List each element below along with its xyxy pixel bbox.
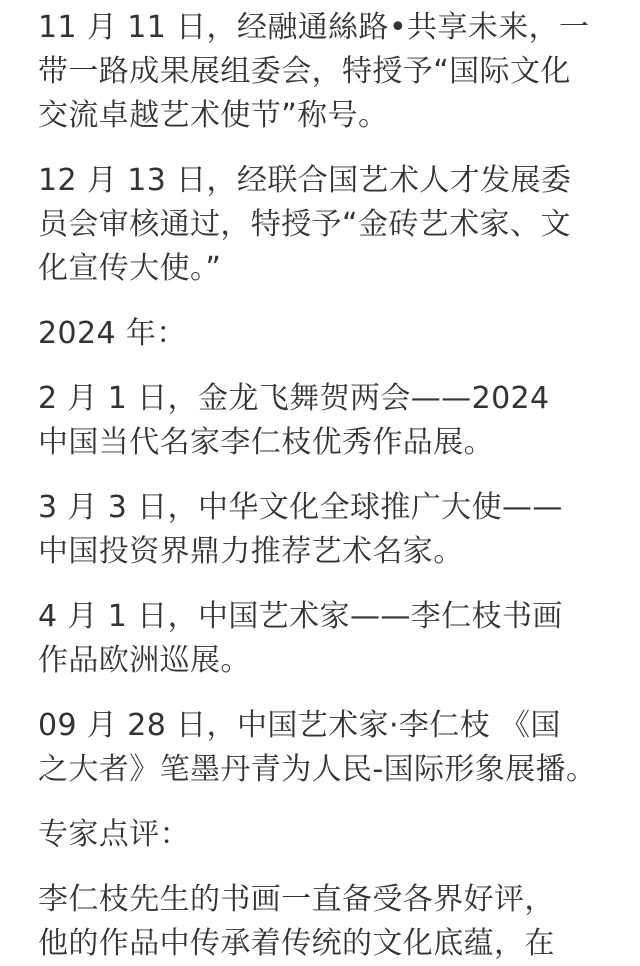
text-line: 2024 年：	[38, 316, 187, 351]
text-line: 11 月 11 日，经融通絲路•共享未来，一	[38, 10, 590, 45]
text-line: 专家点评：	[38, 817, 190, 852]
paragraph-sep-28	[38, 704, 640, 792]
text-line: 李仁枝先生的书画一直备受各界好评，	[38, 882, 555, 917]
text-line: 带一路成果展组委会，特授予“国际文化	[38, 54, 571, 89]
expert-review-heading	[38, 813, 640, 857]
text-line: 作品欧洲巡展。	[38, 643, 251, 678]
text-line: 员会审核通过，特授予“金砖艺术家、文	[38, 207, 571, 242]
text-line: 3 月 3 日，中华文化全球推广大使——	[38, 490, 563, 525]
text-line: 中国当代名家李仁枝优秀作品展。	[38, 425, 494, 460]
text-line: 交流卓越艺术使节”称号。	[38, 98, 389, 133]
paragraph-nov-11	[38, 6, 640, 138]
paragraph-apr-1	[38, 595, 640, 683]
paragraph-mar-3	[38, 486, 640, 574]
paragraph-dec-13	[38, 159, 640, 291]
text-line: 12 月 13 日，经联合国艺术人才发展委	[38, 163, 572, 198]
paragraph-feb-1	[38, 377, 640, 465]
text-line: 他的作品中传承着传统的文化底蕴，在	[38, 926, 555, 961]
paragraph-expert-review	[38, 878, 640, 966]
text-line: 中国投资界鼎力推荐艺术名家。	[38, 534, 464, 569]
text-line: 之大者》笔墨丹青为人民-国际形象展播。	[38, 752, 597, 787]
text-line: 09 月 28 日，中国艺术家·李仁枝 《国	[38, 708, 561, 743]
text-line: 4 月 1 日，中国艺术家——李仁枝书画	[38, 599, 563, 634]
text-line: 2 月 1 日，金龙飞舞贺两会——2024	[38, 381, 550, 416]
text-line: 化宣传大使。”	[38, 251, 222, 286]
year-heading-2024	[38, 312, 640, 356]
